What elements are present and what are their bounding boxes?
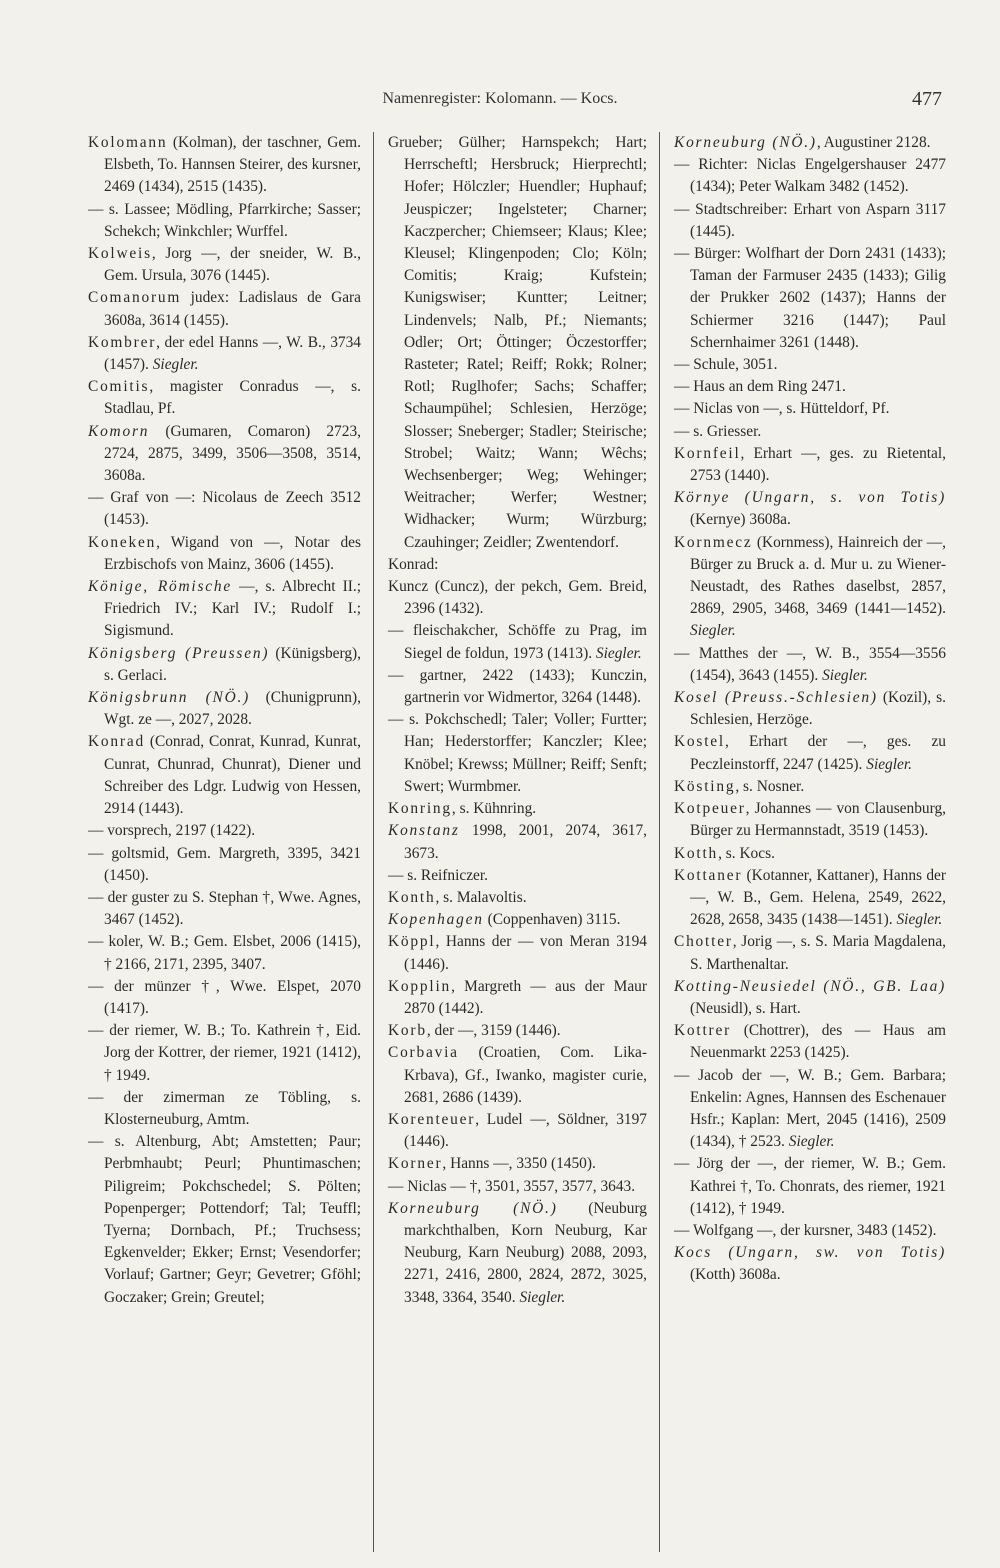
entry-text: — Niclas — †, 3501, 3557, 3577, 3643. — [388, 1177, 636, 1195]
index-columns — [88, 132, 948, 1552]
index-entry — [388, 1153, 647, 1175]
entry-headword: Kolomann — [88, 134, 168, 151]
index-entry — [674, 532, 946, 643]
index-entry — [674, 843, 946, 865]
entry-text: — der guster zu S. Stephan †, Wwe. Agnes, 3467 (1452). — [88, 888, 361, 929]
index-entry — [674, 421, 946, 443]
entry-text: (Chottrer), des — Haus am Neuenmarkt 2253 (1425). — [690, 1022, 946, 1062]
entry-note: Siegler. — [515, 1288, 566, 1306]
entry-text: — Matthes der —, W. B., 3554—3556 (1454), 3643 (1455). — [674, 644, 946, 684]
index-entry — [674, 199, 946, 243]
entry-text: (Coppenhaven) 3115. — [483, 911, 621, 929]
entry-text: — Jörg der —, der riemer, W. B.; Gem. Kathrei †, To. Chonrats, des riemer, 1921 (1412), † 1949. — [674, 1155, 946, 1217]
page-number: 477 — [912, 88, 942, 110]
entry-headword: Corbavia — [388, 1044, 459, 1062]
index-entry — [674, 376, 946, 398]
entry-text: (Kernye) 3608a. — [690, 511, 791, 529]
index-entry — [88, 731, 361, 820]
entry-text: (Kotth) 3608a. — [690, 1266, 781, 1284]
index-entry — [88, 1131, 361, 1309]
index-entry — [88, 132, 361, 199]
index-entry — [388, 909, 647, 931]
index-entry — [674, 931, 946, 975]
index-entry — [388, 576, 647, 620]
index-entry — [88, 820, 361, 842]
entry-text: — Richter: Niclas Engelgershauser 2477 (1434); Peter Walkam 3482 (1452). — [674, 156, 946, 196]
entry-headword: Kotting-Neusiedel (NÖ., GB. Laa) — [674, 977, 946, 995]
index-entry — [674, 1242, 946, 1286]
entry-text: — Niclas von —, s. Hütteldorf, Pf. — [674, 400, 890, 418]
entry-note: Siegler. — [592, 644, 642, 662]
index-entry — [388, 931, 647, 975]
index-entry — [88, 843, 361, 887]
index-entry — [674, 1153, 946, 1220]
index-entry — [388, 1109, 647, 1153]
index-entry — [388, 798, 647, 820]
index-entry — [88, 199, 361, 243]
entry-headword: Konth — [388, 888, 436, 906]
entry-note: Siegler. — [892, 911, 943, 929]
entry-text: , Margreth — aus der Maur 2870 (1442). — [404, 977, 647, 1017]
entry-text: — Schule, 3051. — [674, 356, 778, 374]
entry-text: , s. Malavoltis. — [435, 888, 527, 906]
index-entry — [388, 620, 647, 664]
index-entry — [674, 798, 946, 842]
entry-headword: Komorn — [88, 422, 150, 440]
index-entry — [88, 332, 361, 376]
index-entry — [388, 865, 647, 887]
entry-text: , Augustiner 2128. — [816, 134, 931, 151]
entry-text: — s. Reifniczer. — [388, 866, 489, 884]
entry-text: , s. Kocs. — [718, 844, 775, 862]
index-entry — [88, 487, 361, 531]
entry-text: , Hanns der — von Meran 3194 (1446). — [404, 933, 647, 973]
entry-text: — Graf von —: Nicolaus de Zeech 3512 (1453). — [88, 489, 361, 529]
entry-text: , Wigand von —, Notar des Erzbischofs von Mainz, 3606 (1455). — [104, 533, 361, 573]
entry-text: — koler, W. B.; Gem. Elsbet, 2006 (1415), † 2166, 2171, 2395, 3407. — [88, 933, 361, 973]
entry-text: , der edel Hanns —, W. B., 3734 (1457). — [104, 333, 361, 374]
entry-text: — der riemer, W. B.; To. Kathrein †, Eid. Jorg der Kottrer, der riemer, 1921 (1412), † 1949. — [88, 1022, 361, 1084]
entry-text: (Neusidl), s. Hart. — [690, 999, 801, 1017]
index-entry — [88, 243, 361, 287]
entry-text: , s. Kühnring. — [451, 800, 537, 818]
entry-text: — s. Pokchschedl; Taler; Voller; Furtter; Han; Hederstorffer; Kanczler; Klee; Knöbel; Krewss; Müllner; Reiff; Senft; Swert; Wurmbmer. — [388, 711, 647, 795]
index-entry — [674, 687, 946, 731]
entry-text: Kuncz (Cuncz), der pekch, Gem. Breid, 2396 (1432). — [388, 578, 647, 618]
entry-text: 1998, 2001, 2074, 3617, 3673. — [404, 822, 647, 862]
index-entry — [674, 243, 946, 354]
index-entry — [88, 687, 361, 731]
index-entry — [674, 1065, 946, 1154]
entry-headword: Kombrer — [88, 333, 157, 351]
entry-headword: Konring — [388, 800, 452, 818]
entry-headword: Korner — [388, 1155, 443, 1173]
index-entry — [88, 1020, 361, 1087]
index-entry — [674, 731, 946, 775]
entry-headword: Korb — [388, 1022, 427, 1040]
entry-headword: Königsberg (Preussen) — [88, 644, 270, 662]
entry-text: — der münzer †, Wwe. Elspet, 2070 (1417). — [88, 977, 361, 1017]
entry-headword: Köppl — [388, 933, 436, 951]
entry-text: , Erhart —, ges. zu Rietental, 2753 (1440). — [690, 444, 946, 485]
index-entry — [388, 820, 647, 864]
entry-headword: Kosel (Preuss.-Schlesien) — [674, 689, 878, 707]
column-left — [88, 132, 374, 1552]
entry-headword: Comitis — [88, 378, 150, 396]
index-entry — [674, 865, 946, 932]
index-entry — [388, 132, 647, 554]
index-entry — [388, 1176, 647, 1198]
entry-headword: Königsbrunn (NÖ.) — [88, 689, 251, 707]
entry-text: — der zimerman ze Töbling, s. Klosterneuburg, Amtm. — [88, 1088, 361, 1128]
entry-text: — Haus an dem Ring 2471. — [674, 378, 846, 396]
entry-text: — s. Griesser. — [674, 422, 762, 440]
entry-headword: Kotpeuer — [674, 800, 746, 818]
entry-text: — s. Altenburg, Abt; Amstetten; Paur; Perbmhaubt; Peurl; Phuntimaschen; Piligreim; Pokchschedel; S. Pölten; Popenperger; Pottendorf; Tal; Teuffl; Tyerna; Dornbach, Pf.; Truchsess; Egkenvelder; Ekker; Ernst; Vesendorfer; Vorlauf; Gartner; Geyr; Gevetrer; Gföhl; Goczaker; Grein; Greutel; — [88, 1133, 361, 1306]
entry-headword: Kopenhagen — [388, 911, 484, 929]
index-entry — [88, 643, 361, 687]
entry-headword: Kotth — [674, 844, 719, 862]
entry-text: — Bürger: Wolfhart der Dorn 2431 (1433); Taman der Farmuser 2435 (1433); Gilig der Prukker 2602 (1437); Hanns der Schiermer 3216 (1447); Paul Schernhaimer 3261 (1448). — [674, 245, 946, 351]
entry-text: (Kozil), s. Schlesien, Herzöge. — [690, 689, 946, 729]
index-entry — [388, 887, 647, 909]
entry-headword: Könige, Römische — [88, 578, 233, 596]
entry-note: Siegler. — [862, 755, 912, 773]
index-entry — [674, 776, 946, 798]
index-entry — [674, 1220, 946, 1242]
entry-headword: Kottrer — [674, 1022, 732, 1040]
index-entry — [88, 931, 361, 975]
index-entry — [674, 154, 946, 198]
entry-text: judex: Ladislaus de Gara 3608a, 3614 (1455). — [104, 289, 361, 329]
entry-headword: Chotter — [674, 933, 733, 951]
entry-headword: Korneuburg (NÖ.) — [674, 134, 817, 151]
entry-headword: Konstanz — [388, 822, 460, 840]
entry-text: (Chunigprunn), Wgt. ze —, 2027, 2028. — [104, 689, 361, 729]
entry-headword: Korneuburg (NÖ.) — [388, 1199, 558, 1217]
entry-text: — fleischakcher, Schöffe zu Prag, im Siegel de foldun, 1973 (1413). — [388, 622, 647, 662]
entry-headword: Kopplin — [388, 977, 452, 995]
entry-text: (Kolman), der taschner, Gem. Elsbeth, To. Hannsen Steirer, des kursner, 2469 (1434), 2515 (1435). — [104, 134, 361, 196]
entry-headword: Környe (Ungarn, s. von Totis) — [674, 489, 946, 507]
index-entry — [88, 532, 361, 576]
index-entry — [674, 443, 946, 487]
entry-text: — s. Lassee; Mödling, Pfarrkirche; Sasser; Schekch; Winkchler; Wurffel. — [88, 200, 361, 240]
entry-text: , Erhart der —, ges. zu Peczleinstorff, 2247 (1425). — [690, 733, 946, 773]
index-entry — [674, 354, 946, 376]
entry-text: (Croatien, Com. Lika-Krbava), Gf., Iwanko, magister curie, 2681, 2686 (1439). — [404, 1044, 647, 1106]
index-entry — [674, 487, 946, 531]
entry-text: , der —, 3159 (1446). — [426, 1022, 561, 1040]
entry-text: (Künigsberg), s. Gerlaci. — [104, 644, 361, 684]
entry-headword: Kösting — [674, 777, 736, 795]
index-entry — [88, 976, 361, 1020]
entry-headword: Kocs (Ungarn, sw. von Totis) — [674, 1244, 946, 1262]
index-entry — [674, 643, 946, 687]
entry-text: Konrad: — [388, 555, 439, 573]
entry-headword: Koneken — [88, 533, 157, 551]
entry-text: , Jorig —, s. S. Maria Magdalena, S. Marthenaltar. — [690, 933, 946, 973]
entry-headword: Kottaner — [674, 866, 743, 884]
index-entry — [388, 1042, 647, 1109]
index-entry — [88, 421, 361, 488]
entry-text: , Hanns —, 3350 (1450). — [442, 1155, 596, 1173]
entry-text: (Kornmess), Hainreich der —, Bürger zu Bruck a. d. Mur u. zu Wiener-Neustadt, des Rathes daselbst, 2857, 2869, 2905, 3468, 3469 (1441—1452). — [690, 533, 946, 618]
entry-text: — Wolfgang —, der kursner, 3483 (1452). — [674, 1221, 937, 1239]
index-entry — [388, 665, 647, 709]
entry-headword: Kostel — [674, 733, 725, 751]
entry-headword: Konrad — [88, 733, 145, 751]
entry-text: , Ludel —, Söldner, 3197 (1446). — [404, 1110, 647, 1151]
entry-text: (Neuburg markchthalben, Korn Neuburg, Kar Neuburg, Karn Neuburg) 2088, 2093, 2271, 2416, 2800, 2824, 2872, 3025, 3348, 3364, 3540. — [404, 1199, 647, 1306]
index-entry — [88, 1087, 361, 1131]
index-entry — [674, 976, 946, 1020]
index-entry — [674, 132, 946, 154]
index-entry — [88, 287, 361, 331]
entry-text: — Stadtschreiber: Erhart von Asparn 3117 (1445). — [674, 200, 946, 240]
index-entry — [388, 1020, 647, 1042]
entry-note: Siegler. — [818, 666, 868, 684]
entry-text: — gartner, 2422 (1433); Kunczin, gartnerin vor Widmertor, 3264 (1448). — [388, 666, 647, 707]
index-entry — [674, 1020, 946, 1064]
entry-text: — Jacob der —, W. B.; Gem. Barbara; Enkelin: Agnes, Hannsen des Eschenauer Hsfr.; Kaplan: Mert, 2045 (1416), 2509 (1434), † 2523. — [674, 1066, 946, 1151]
column-middle — [374, 132, 660, 1552]
entry-text: (Gumaren, Comaron) 2723, 2724, 2875, 3499, 3506—3508, 3514, 3608a. — [104, 422, 361, 485]
index-entry — [388, 554, 647, 576]
entry-text: , magister Conradus —, s. Stadlau, Pf. — [104, 378, 361, 418]
index-entry — [388, 709, 647, 798]
entry-headword: Kornfeil — [674, 444, 741, 462]
entry-text: (Conrad, Conrat, Kunrad, Kunrat, Cunrat, Chunrad, Chunrat), Diener und Schreiber des Ldgr. Ludwig von Hessen, 2914 (1443). — [104, 733, 361, 818]
entry-text: —, s. Albrecht II.; Friedrich IV.; Karl IV.; Rudolf I.; Sigismund. — [104, 578, 361, 640]
entry-text: , Johannes — von Clausenburg, Bürger zu Hermannstadt, 3519 (1453). — [690, 800, 946, 840]
column-right — [660, 132, 946, 1552]
entry-headword: Kornmecz — [674, 533, 753, 551]
running-header: Namenregister: Kolomann. — Kocs. — [382, 90, 618, 107]
entry-note: Siegler. — [784, 1133, 835, 1151]
entry-headword: Kolweis — [88, 245, 152, 263]
entry-headword: Korenteuer — [388, 1110, 476, 1128]
index-entry — [388, 1198, 647, 1309]
entry-text: — goltsmid, Gem. Margreth, 3395, 3421 (1450). — [88, 844, 361, 884]
entry-text: — vorsprech, 2197 (1422). — [88, 822, 256, 840]
index-entry — [88, 376, 361, 420]
index-entry — [88, 576, 361, 643]
entry-note: Siegler. — [690, 622, 736, 640]
index-entry — [88, 887, 361, 931]
index-entry — [388, 976, 647, 1020]
entry-text: , s. Nosner. — [735, 777, 805, 795]
entry-headword: Comanorum — [88, 289, 182, 307]
entry-note: Siegler. — [148, 356, 199, 374]
entry-text: Grueber; Gülher; Harnspekch; Hart; Herrscheftl; Hersbruck; Hierprechtl; Hofer; Hölczler; Huendler; Huphauf; Jeuspiczer; Ingelsteter; Charner; Kaczpercher; Chiemseer; Klaus; Klee; Kleusel; Klingenpoden; Clo; Köln; Comitis; Kraig; Kufstein; Kunigswiser; Kuntter; Leitner; Lindenvels; Nalb, Pf.; Niemants; Odler; Ort; Öttinger; Öczestorffer; Rasteter; Ratel; Reiff; Rokk; Rolner; Rotl; Ruglhofer; Sachs; Schaffer; Schaumpühel; Schlesien, Herzöge; Slosser; Sneberger; Stadler; Steirische; Strobel; Waitz; Wann; Wêchs; Wechsenberger; Weg; Wehinger; Weitracher; Werfer; Westner; Widhacker; Wurm; Würzburg; Czauhinger; Zeidler; Zwentendorf. — [388, 134, 647, 551]
entry-text: (Kotanner, Kattaner), Hanns der —, W. B., Gem. Helena, 2549, 2622, 2628, 2658, 3435 (1438—1451). — [690, 866, 946, 929]
index-entry — [674, 398, 946, 420]
entry-text: , Jorg —, der sneider, W. B., Gem. Ursula, 3076 (1445). — [104, 245, 361, 285]
